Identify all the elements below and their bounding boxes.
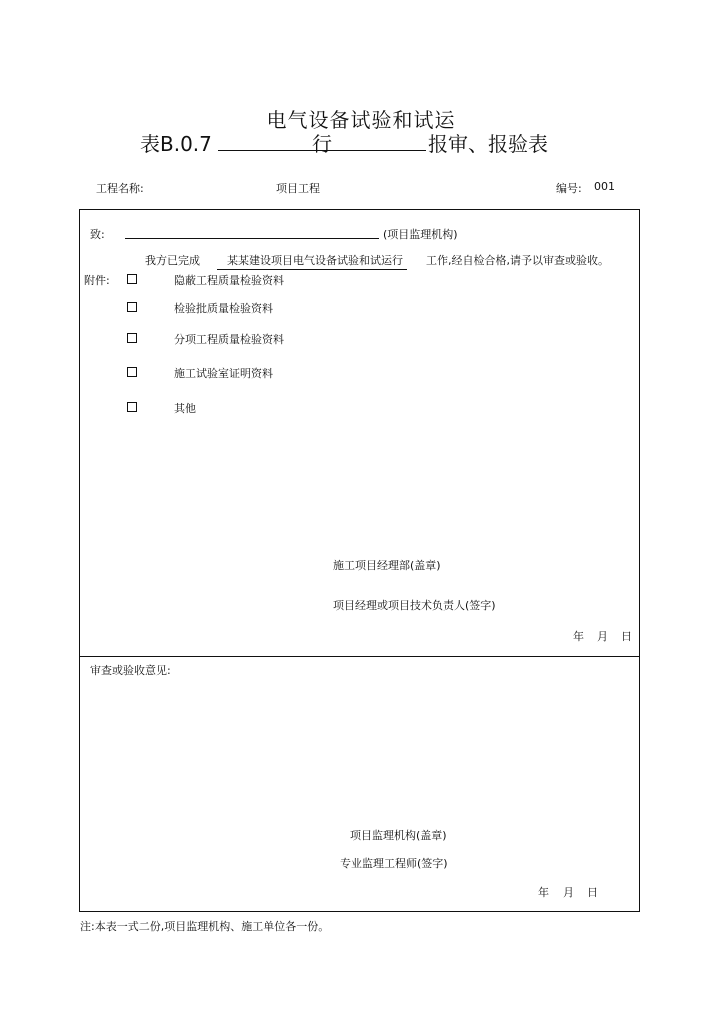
opinion-label: 审查或验收意见: xyxy=(90,664,171,677)
attachment-label: 附件: xyxy=(84,274,110,287)
work-name: 某某建设项目电气设备试验和试运行 xyxy=(217,252,407,270)
attachment-item: 隐蔽工程质量检验资料 xyxy=(174,274,284,287)
date-month: 月 xyxy=(563,886,574,899)
footnote: 注:本表一式二份,项目监理机构、施工单位各一份。 xyxy=(80,920,330,933)
attachment-checkbox[interactable] xyxy=(127,367,137,377)
to-label: 致: xyxy=(90,228,105,241)
attachment-checkbox[interactable] xyxy=(127,402,137,412)
agency-seal-label: 项目监理机构(盖章) xyxy=(350,829,447,842)
attachment-checkbox[interactable] xyxy=(127,274,137,284)
number-value: 001 xyxy=(594,180,615,193)
project-name-label: 工程名称: xyxy=(96,182,144,195)
date-day: 日 xyxy=(587,886,598,899)
intro-text: 我方已完成 xyxy=(145,254,200,267)
form-title-run: 行 xyxy=(312,132,332,156)
to-suffix: (项目监理机构) xyxy=(383,228,458,241)
attachment-item: 施工试验室证明资料 xyxy=(174,367,273,380)
attachment-item: 分项工程质量检验资料 xyxy=(174,333,284,346)
form-title-line1: 电气设备试验和试运 xyxy=(266,108,456,132)
date-month: 月 xyxy=(597,630,608,643)
to-recipient-line[interactable] xyxy=(125,238,379,239)
attachment-item: 检验批质量检验资料 xyxy=(174,302,273,315)
manager-sign-label: 项目经理或项目技术负责人(签字) xyxy=(333,599,496,612)
attachment-checkbox[interactable] xyxy=(127,302,137,312)
engineer-sign-label: 专业监理工程师(签字) xyxy=(340,857,448,870)
form-code: 表B.0.7 xyxy=(140,132,212,156)
intro-end-text: 工作,经自检合格,请予以审查或验收。 xyxy=(426,254,609,267)
attachment-item: 其他 xyxy=(174,402,196,415)
date-year: 年 xyxy=(538,886,549,899)
dept-seal-label: 施工项目经理部(盖章) xyxy=(333,559,441,572)
section-divider xyxy=(79,656,640,657)
attachment-checkbox[interactable] xyxy=(127,333,137,343)
project-name-value: 项目工程 xyxy=(276,182,320,195)
number-label: 编号: xyxy=(556,182,582,195)
form-title-line2: 报审、报验表 xyxy=(428,132,548,156)
date-day: 日 xyxy=(621,630,632,643)
date-year: 年 xyxy=(573,630,584,643)
